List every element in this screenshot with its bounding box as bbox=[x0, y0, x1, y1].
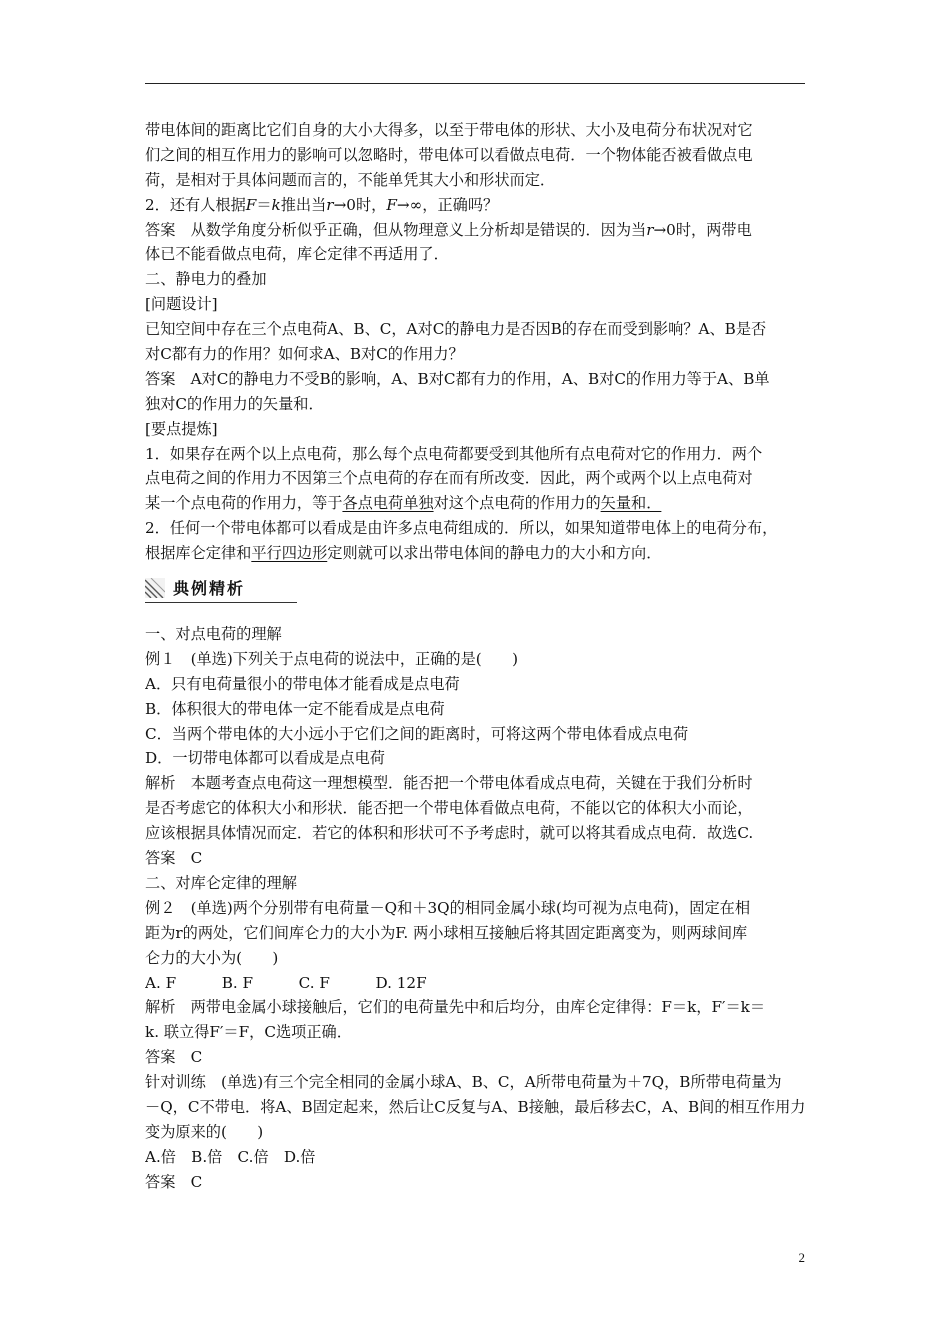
paragraph-line: 2．任何一个带电体都可以看成是由许多点电荷组成的．所以，如果知道带电体上的电荷分布， bbox=[145, 519, 778, 538]
answer-line: 答案 C bbox=[145, 849, 203, 868]
options-row: A.倍 B.倍 C.倍 D.倍 bbox=[145, 1147, 316, 1166]
paragraph-line: 荷，是相对于具体问题而言的，不能单凭其大小和形状而定． bbox=[145, 170, 556, 189]
section-banner-rule bbox=[145, 602, 297, 603]
fill-in-answer: 平行四边形 bbox=[251, 544, 328, 563]
section-heading: 二、对库仑定律的理解 bbox=[145, 873, 297, 892]
training-question: －Q，C不带电．将A、B固定起来，然后让C反复与A、B接触，最后移去C，A、B间的相互作用力 bbox=[145, 1097, 806, 1116]
training-question: 针对训练 (单选)有三个完全相同的金属小球A、B、C，A所带电荷量为＋7Q，B所带电荷量为 bbox=[145, 1073, 782, 1092]
example-question: 距为r的两处，它们间库仑力的大小为F. 两小球相互接触后将其固定距离变为，则两球间库 bbox=[145, 923, 748, 942]
answer-line: 答案 C bbox=[145, 1172, 203, 1191]
solution-line: 解析 本题考查点电荷这一理想模型．能否把一个带电体看成点电荷，关键在于我们分析时 bbox=[145, 774, 753, 793]
diagonal-stripes-icon bbox=[145, 578, 165, 598]
fill-in-answer: 矢量和． bbox=[600, 494, 662, 513]
paragraph-line: 们之间的相互作用力的影响可以忽略时，带电体可以看做点电荷．一个物体能否被看做点电 bbox=[145, 145, 753, 164]
section-banner-title: 典例精析 bbox=[173, 579, 246, 599]
problem-design-tag: [问题设计] bbox=[145, 295, 218, 314]
option-d: D．一切带电体都可以看成是点电荷 bbox=[145, 749, 385, 768]
solution-line: 是否考虑它的体积大小和形状．能否把一个带电体看做点电荷，不能以它的体积大小而论， bbox=[145, 799, 753, 818]
question-2: 2．还有人根据F＝k推出当r→0时，F→∞，正确吗？ bbox=[145, 195, 499, 214]
option-b: B．体积很大的带电体一定不能看成是点电荷 bbox=[145, 699, 445, 718]
section-heading: 一、对点电荷的理解 bbox=[145, 625, 282, 644]
paragraph-line: 点电荷之间的作用力不因第三个点电荷的存在而有所改变．因此，两个或两个以上点电荷对 bbox=[145, 469, 753, 488]
solution-line: k. 联立得F′＝F，C选项正确． bbox=[145, 1023, 352, 1042]
option-a: A．只有电荷量很小的带电体才能看成是点电荷 bbox=[145, 674, 460, 693]
section-heading: 二、静电力的叠加 bbox=[145, 270, 267, 289]
paragraph-line: 某一个点电荷的作用力，等于各点电荷单独对这个点电荷的作用力的矢量和． bbox=[145, 494, 662, 513]
fill-in-answer: 各点电荷单独 bbox=[342, 494, 434, 513]
paragraph-line: 带电体间的距离比它们自身的大小大得多，以至于带电体的形状、大小及电荷分布状况对它 bbox=[145, 121, 753, 139]
answer-line: 答案 A对C的静电力不受B的影响，A、B对C都有力的作用，A、B对C的作用力等于A、B单 bbox=[145, 369, 770, 388]
answer-2: 答案 从数学角度分析似乎正确，但从物理意义上分析却是错误的．因为当r→0时，两带电 bbox=[145, 220, 752, 239]
key-points-tag: [要点提炼] bbox=[145, 419, 218, 438]
options-row: A. F B. F C. F D. 12F bbox=[145, 973, 427, 992]
option-c: C．当两个带电体的大小远小于它们之间的距离时，可将这两个带电体看成点电荷 bbox=[145, 724, 689, 743]
answer-line: 独对C的作用力的矢量和． bbox=[145, 394, 324, 413]
page-number: 2 bbox=[798, 1250, 805, 1265]
document-body bbox=[145, 118, 807, 1195]
section-banner bbox=[145, 572, 807, 612]
answer-line: 答案 C bbox=[145, 1048, 203, 1067]
paragraph-line: 根据库仑定律和平行四边形定则就可以求出带电体间的静电力的大小和方向． bbox=[145, 544, 662, 563]
example-question: 仑力的大小为( ) bbox=[145, 948, 279, 967]
solution-line: 应该根据具体情况而定．若它的体积和形状可不予考虑时，就可以将其看成点电荷．故选C. bbox=[145, 824, 754, 843]
solution-line: 解析 两带电金属小球接触后，它们的电荷量先中和后均分，由库仑定律得：F＝k，F′＝k＝ bbox=[145, 998, 766, 1017]
example-question: 例２ (单选)两个分别带有电荷量－Q和＋3Q的相同金属小球(均可视为点电荷)，固定在相 bbox=[145, 898, 751, 917]
paragraph-line: 1．如果存在两个以上点电荷，那么每个点电荷都要受到其他所有点电荷对它的作用力．两个 bbox=[145, 444, 763, 463]
header-rule bbox=[145, 83, 805, 84]
paragraph-line: 对C都有力的作用？如何求A、B对C的作用力？ bbox=[145, 345, 464, 364]
paragraph-line: 已知空间中存在三个点电荷A、B、C，A对C的静电力是否因B的存在而受到影响？A、B是否 bbox=[145, 320, 767, 339]
training-question: 变为原来的( ) bbox=[145, 1122, 264, 1141]
example-question: 例１ (单选)下列关于点电荷的说法中，正确的是( ) bbox=[145, 649, 519, 668]
answer-2-cont: 体已不能看做点电荷，库仑定律不再适用了． bbox=[145, 245, 449, 264]
